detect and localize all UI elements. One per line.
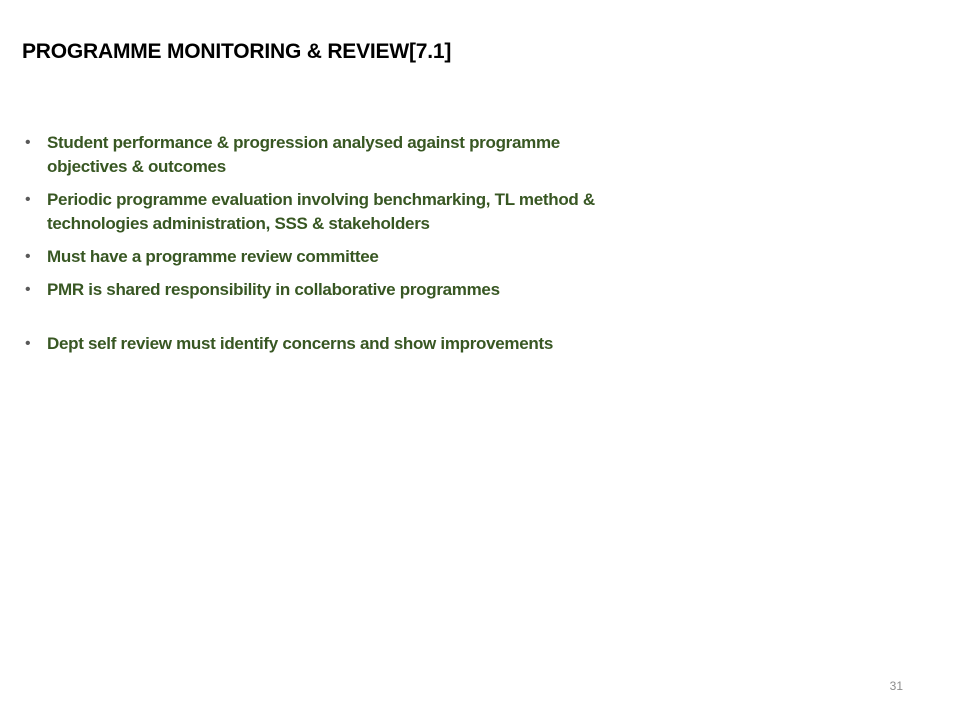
bullet-icon: • — [25, 191, 31, 208]
bullet-text: Periodic programme evaluation involving benchmarking, TL method & technologies administration, SSS & stakeholders — [47, 190, 595, 233]
bullet-icon: • — [25, 281, 31, 298]
bullet-item — [22, 332, 632, 356]
bullet-text: Must have a programme review committee — [47, 247, 379, 266]
bullet-item — [22, 188, 632, 236]
bullet-icon: • — [25, 248, 31, 265]
bullet-icon: • — [25, 134, 31, 151]
bullet-icon: • — [25, 335, 31, 352]
bullet-list — [22, 131, 632, 365]
slide-title: PROGRAMME MONITORING & REVIEW[7.1] — [22, 40, 452, 63]
bullet-item — [22, 278, 632, 302]
page-number: 31 — [889, 679, 903, 693]
bullet-text: Dept self review must identify concerns and show improvements — [47, 334, 554, 353]
bullet-text: Student performance & progression analysed against programme objectives & outcomes — [47, 133, 560, 176]
bullet-item — [22, 131, 632, 179]
bullet-text: PMR is shared responsibility in collaborative programmes — [47, 280, 500, 299]
bullet-item — [22, 245, 632, 269]
